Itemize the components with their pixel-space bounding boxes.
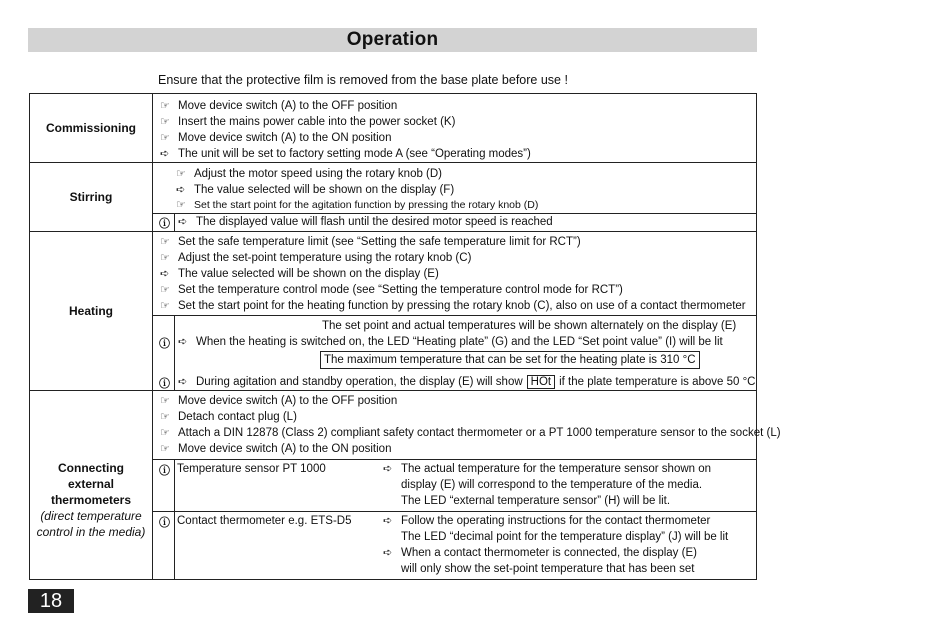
list-item: ☞ Adjust the set-point temperature using the rotary knob (C) <box>160 252 472 264</box>
divider <box>174 459 175 579</box>
list-item: ☞ Set the temperature control mode (see “Setting the temperature control mode for RCT”) <box>160 284 623 296</box>
note-text: ➪ When the heating is switched on, the LED “Heating plate” (G) and the LED “Set point value” (I) will be lit <box>178 336 723 348</box>
list-item: ☞ Set the start point for the heating function by pressing the rotary knob (C), also on use of a contact thermometer <box>160 300 746 312</box>
list-item: will only show the set-point temperature that has been set <box>401 563 695 575</box>
list-item: ➪ The value selected will be shown on the display (F) <box>176 184 455 196</box>
list-item: ☞ Move device switch (A) to the OFF position <box>160 395 398 407</box>
hand-pointer-icon: ☞ <box>160 132 170 144</box>
list-item: ☞ Move device switch (A) to the OFF position <box>160 100 398 112</box>
divider <box>152 459 756 460</box>
list-item: ☞ Adjust the motor speed using the rotary knob (D) <box>176 168 443 180</box>
arrow-icon: ➪ <box>178 376 188 388</box>
intro-text: Ensure that the protective film is removed from the base plate before use ! <box>158 73 568 87</box>
list-item: ➪ The value selected will be shown on the display (E) <box>160 268 439 280</box>
hand-pointer-icon: ☞ <box>160 300 170 312</box>
hand-pointer-icon: ☞ <box>160 100 170 112</box>
list-item: ➪ When a contact thermometer is connected, the display (E) <box>383 547 697 559</box>
commissioning-section <box>29 93 757 163</box>
stirring-section <box>29 162 757 232</box>
hand-pointer-icon: ☞ <box>160 395 170 407</box>
hand-pointer-icon: ☞ <box>160 116 170 128</box>
hand-pointer-icon: ☞ <box>160 443 170 455</box>
info-icon: ⓘ <box>159 378 170 390</box>
arrow-icon: ➪ <box>383 515 393 527</box>
page-number: 18 <box>28 589 74 613</box>
pt1000-title: Temperature sensor PT 1000 <box>177 463 326 475</box>
divider <box>174 213 175 231</box>
hand-pointer-icon: ☞ <box>160 284 170 296</box>
info-icon: ⓘ <box>159 465 170 477</box>
arrow-icon: ➪ <box>178 216 188 228</box>
hand-pointer-icon: ☞ <box>160 411 170 423</box>
connecting-label: Connecting external thermometers (direct temperature control in the media) <box>30 391 153 579</box>
arrow-icon: ➪ <box>176 184 186 196</box>
hand-pointer-icon: ☞ <box>160 252 170 264</box>
divider <box>152 213 756 214</box>
stirring-label: Stirring <box>30 163 153 231</box>
info-icon: ⓘ <box>159 517 170 529</box>
page-title-bar <box>28 28 757 52</box>
list-item: ☞ Move device switch (A) to the ON position <box>160 132 392 144</box>
divider <box>174 315 175 390</box>
list-item: display (E) will correspond to the temperature of the media. <box>401 479 703 491</box>
max-temp-box: The maximum temperature that can be set for the heating plate is 310 °C <box>320 351 700 369</box>
arrow-icon: ➪ <box>383 547 393 559</box>
hot-display-badge: HOt <box>527 375 555 389</box>
info-icon: ⓘ <box>159 218 170 230</box>
list-item: ☞ Set the start point for the agitation function by pressing the rotary knob (D) <box>176 199 539 211</box>
list-item: The LED “external temperature sensor” (H) will be lit. <box>401 495 671 507</box>
note-text: The set point and actual temperatures will be shown alternately on the display (E) <box>322 320 737 332</box>
commissioning-label: Commissioning <box>30 94 153 162</box>
list-item: ☞ Insert the mains power cable into the power socket (K) <box>160 116 456 128</box>
hand-pointer-icon: ☞ <box>160 427 170 439</box>
arrow-icon: ➪ <box>160 268 170 280</box>
list-item: ☞ Move device switch (A) to the ON position <box>160 443 392 455</box>
list-item: ➪ The actual temperature for the temperature sensor shown on <box>383 463 712 475</box>
hand-pointer-icon: ☞ <box>176 168 186 180</box>
hand-pointer-icon: ☞ <box>176 199 186 211</box>
page-title: Operation <box>346 29 439 50</box>
list-item: ☞ Detach contact plug (L) <box>160 411 297 423</box>
hand-pointer-icon: ☞ <box>160 236 170 248</box>
info-icon: ⓘ <box>159 338 170 350</box>
list-item: ➪ Follow the operating instructions for the contact thermometer <box>383 515 711 527</box>
divider <box>152 315 756 316</box>
heating-section <box>29 231 757 391</box>
arrow-icon: ➪ <box>383 463 393 475</box>
heating-label: Heating <box>30 232 153 390</box>
list-item: ☞ Attach a DIN 12878 (Class 2) compliant safety contact thermometer or a PT 1000 temperature sensor to the socket (L) <box>160 427 781 439</box>
list-item: ➪ The unit will be set to factory setting mode A (see “Operating modes”) <box>160 148 531 160</box>
arrow-icon: ➪ <box>178 336 188 348</box>
divider <box>152 511 756 512</box>
connecting-section <box>29 390 781 580</box>
note-text: ➪ During agitation and standby operation, the display (E) will show HOt if the plate temperature is above 50 °C <box>178 376 756 388</box>
list-item: ☞ Set the safe temperature limit (see “Setting the safe temperature limit for RCT”) <box>160 236 581 248</box>
note-text: ➪ The displayed value will flash until the desired motor speed is reached <box>178 216 553 228</box>
contact-title: Contact thermometer e.g. ETS-D5 <box>177 515 352 527</box>
list-item: The LED “decimal point for the temperature display” (J) will be lit <box>401 531 729 543</box>
arrow-icon: ➪ <box>160 148 170 160</box>
